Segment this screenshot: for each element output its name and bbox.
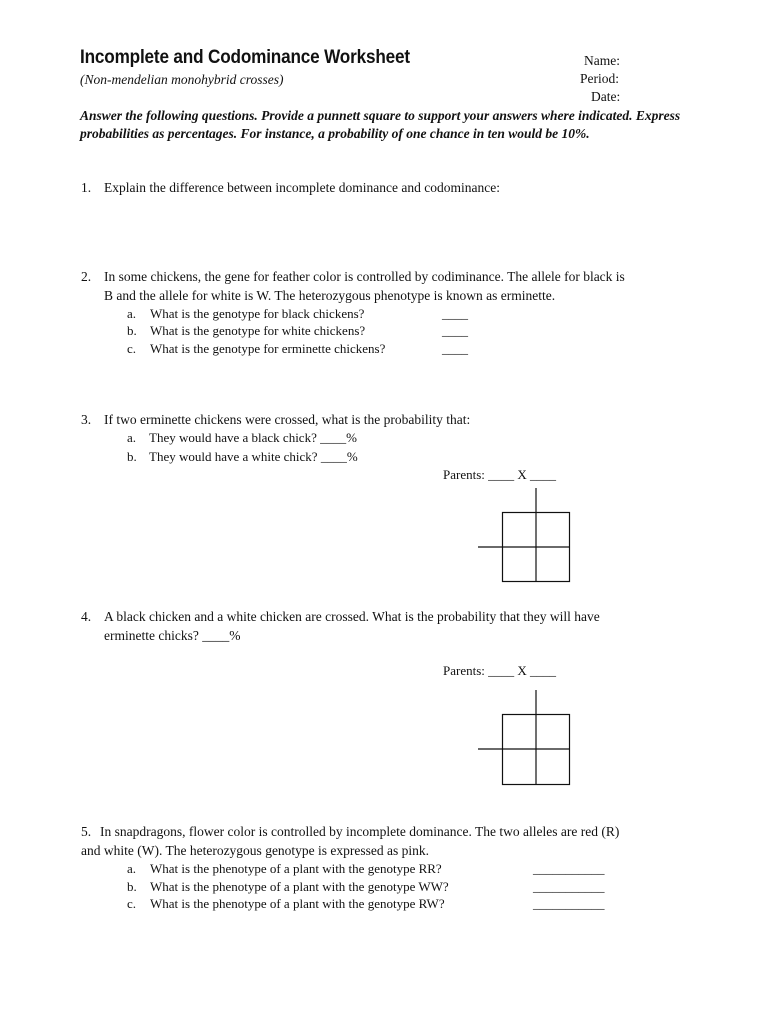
q1-text: Explain the difference between incomplete dominance and codominance:: [104, 180, 500, 195]
name-label: Name:: [584, 53, 620, 68]
q5c-blank[interactable]: ___________: [533, 896, 605, 911]
q4-punnett-square: [478, 690, 574, 788]
q2c-blank[interactable]: ____: [442, 341, 468, 356]
q2b-letter: b.: [127, 323, 137, 338]
q2-line1: In some chickens, the gene for feather color is controlled by codiminance. The allele for black is: [104, 269, 625, 284]
q5c-letter: c.: [127, 896, 137, 911]
instructions: Answer the following questions. Provide a punnett square to support your answers where indicated. Express probabilities as percentages. For instance, a probability of one chance in ten would be 10%.: [80, 108, 681, 141]
q2c-text: What is the genotype for erminette chickens?: [150, 341, 386, 356]
q3-text: If two erminette chickens were crossed, what is the probability that:: [104, 412, 471, 427]
q4-line1: A black chicken and a white chicken are crossed. What is the probability that they will have: [104, 609, 600, 624]
q2-line2: B and the allele for white is W. The heterozygous phenotype is known as erminette.: [104, 288, 556, 303]
q3b-text: They would have a white chick? ____%: [149, 449, 358, 464]
q3a-text: They would have a black chick? ____%: [149, 430, 357, 445]
q2b-blank[interactable]: ____: [442, 323, 468, 338]
q5b-text: What is the phenotype of a plant with the genotype WW?: [150, 879, 449, 894]
q5a-letter: a.: [127, 861, 137, 876]
q4-line2: erminette chicks? ____%: [104, 628, 241, 643]
q3a-letter: a.: [127, 430, 137, 445]
q2a-blank[interactable]: ____: [442, 306, 468, 321]
q5b-blank[interactable]: ___________: [533, 879, 605, 894]
period-label: Period:: [580, 71, 619, 86]
q3-parents: Parents: ____ X ____: [443, 467, 557, 482]
q5-number: 5.: [81, 824, 92, 839]
q5a-text: What is the phenotype of a plant with the genotype RR?: [150, 861, 442, 876]
q5a-blank[interactable]: ___________: [533, 861, 605, 876]
date-label: Date:: [591, 89, 621, 104]
q5-line1: In snapdragons, flower color is controlled by incomplete dominance. The two alleles are red (R): [100, 824, 620, 839]
q2-number: 2.: [81, 269, 92, 284]
q2c-letter: c.: [127, 341, 137, 356]
q3-punnett-square: [478, 488, 574, 586]
worksheet-subtitle: (Non-mendelian monohybrid crosses): [80, 72, 284, 87]
worksheet-title: Incomplete and Codominance Worksheet: [80, 46, 410, 68]
q4-parents: Parents: ____ X ____: [443, 663, 557, 678]
q3-number: 3.: [81, 412, 92, 427]
q3b-letter: b.: [127, 449, 137, 464]
q2b-text: What is the genotype for white chickens?: [150, 323, 366, 338]
q2a-text: What is the genotype for black chickens?: [150, 306, 365, 321]
q4-number: 4.: [81, 609, 92, 624]
q5c-text: What is the phenotype of a plant with the genotype RW?: [150, 896, 445, 911]
q5b-letter: b.: [127, 879, 137, 894]
q5-line2: and white (W). The heterozygous genotype is expressed as pink.: [81, 843, 430, 858]
q2a-letter: a.: [127, 306, 137, 321]
q1-number: 1.: [81, 180, 92, 195]
